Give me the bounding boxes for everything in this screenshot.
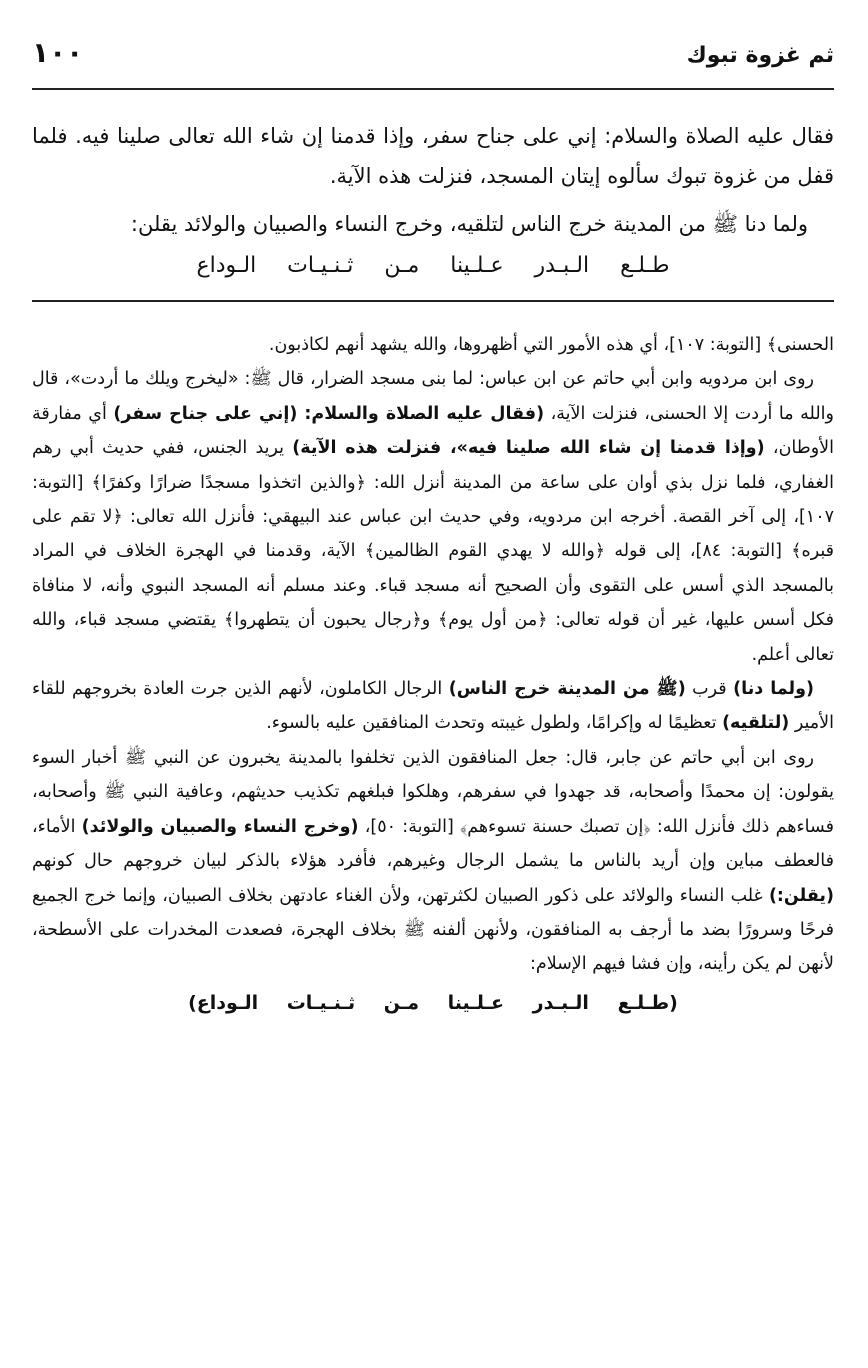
header-rule (32, 88, 834, 90)
page-number: ١٠٠ (32, 36, 84, 69)
commentary-text: يريد الجنس، ففي حديث أبي رهم الغفاري، فلما نزل بذي أوان على ساعة من المدينة أنزل الله: ﴿والذين اتخذوا مسجدًا ضرارًا وكفرًا﴾ [التوبة: ١٠٧]، إلى آخر القصة. أخرجه ابن مردويه، وفي حديث ابن عباس عند البيهقي: فأنزل الله تعالى: ﴿لا تقم على قبره﴾ [التوبة: ٨٤]، إلى قوله ﴿والله لا يهدي القوم الظالمين﴾ الآية، وقدمنا في الهجرة الخلاف في المراد بالمسجد الذي أسس على التقوى وأن الصحيح أنه مسجد قباء. وعند مسلم أنه المسجد النبوي وأنه، لا منافاة فكل أسس عليها، غير أن قوله تعالى: ﴿من أول يوم﴾ و﴿رجال يحبون أن يتطهروا﴾ يقتضي مسجد قباء، والله تعالى أعلم. (32, 438, 834, 665)
commentary-text: أي مفارقة الأوطان، (32, 403, 834, 459)
quoted-matn: (فقال عليه الصلاة والسلام: (إني على جناح سفر) (113, 403, 545, 424)
commentary-text: تعظيمًا له وإكرامًا، ولطول غيبته وتحدث المنافقين عليه بالسوء. (266, 713, 723, 734)
separator-rule (32, 300, 834, 302)
commentary-text: روى ابن مردويه وابن أبي حاتم عن ابن عباس: لما بنى مسجد الضرار، قال ﷺ: «ليخرج ويلك ما أردت»، قال والله ما أردت إلا الحسنى، فنزلت الآية، (32, 369, 834, 424)
commentary (32, 328, 834, 1020)
commentary-text: قرب (685, 679, 734, 700)
main-paragraph-1: فقال عليه الصلاة والسلام: إني على جناح سفر، وإذا قدمنا إن شاء الله تعالى صلينا فيه. فلما قفل من غزوة تبوك سألوه إيتان المسجد، فنزلت هذه الآية. (32, 124, 834, 188)
commentary-text: الأماء، فالعطف مباين وإن أريد بالناس ما يشمل الرجال وغيرهم، فأفرد هؤلاء بالذكر لبيان خروجهم حال كونهم (32, 816, 834, 872)
page-header (32, 36, 834, 88)
quoted-matn: (لتلقيه) (722, 713, 790, 734)
commentary-paragraph-3 (32, 672, 834, 741)
running-title: ثم غزوة تبوك (686, 43, 834, 68)
quoted-matn: (يقلن:) (768, 885, 834, 906)
quoted-matn: (وإذا قدمنا إن شاء الله صلينا فيه»، فنزلت هذه الآية) (292, 438, 765, 459)
commentary-text: روى ابن أبي حاتم عن جابر، قال: جعل المنافقون الذين تخلفوا بالمدينة يخبرون عن النبي ﷺ أخبار السوء يقولون: إن محمدًا وأصحابه، قد جهدوا في سفرهم، وهلكوا فبلغهم تكذيب حديثهم، وعافية النبي ﷺ وأصحابه، فساءهم ذلك فأنزل الله: ﴿إن تصبك حسنة تسوءهم﴾ [التوبة: ٥٠]، (32, 747, 834, 837)
poem-verse: طـلـع الـبـدر عـلـينا مـن ثـنـيـات الـوداع (196, 253, 670, 278)
commentary-text: الرجال الكاملون، لأنهم الذين جرت العادة بخروجهم للقاء الأمير (32, 679, 834, 734)
main-paragraph-2: ولما دنا ﷺ من المدينة خرج الناس لتلقيه، وخرج النساء والصبيان والولائد يقلن: (130, 212, 808, 236)
book-page (32, 36, 834, 1020)
poem-verse-commentary: (طـلـع الـبـدر عـلـينا مـن ثـنـيـات الـوداع) (188, 991, 678, 1014)
commentary-paragraph-2 (32, 362, 834, 672)
quoted-matn: (ﷺ من المدينة خرج الناس) (448, 679, 686, 700)
commentary-paragraph-4 (32, 741, 834, 982)
main-text (32, 116, 834, 286)
commentary-paragraph-1: الحسنى﴾ [التوبة: ١٠٧]، أي هذه الأمور التي أظهروها، والله يشهد أنهم لكاذبون. (268, 335, 834, 355)
commentary-text: غلب النساء والولائد على ذكور الصبيان لكثرتهن، ولأن الغناء عادتهن بخلاف الصبيان، وإنما خرج الجميع فرحًا وسرورًا بضد ما أرجف به المنافقون، ولأنهن ألفنه ﷺ بخلاف الهجرة، فصعدت المخدرات على الأسطحة، لأنهن لم يكن رأينه، وإن فشا فيهم الإسلام: (32, 885, 834, 975)
quoted-matn: (وخرج النساء والصبيان والولائد) (81, 816, 359, 837)
quoted-matn: (ولما دنا) (733, 679, 814, 700)
